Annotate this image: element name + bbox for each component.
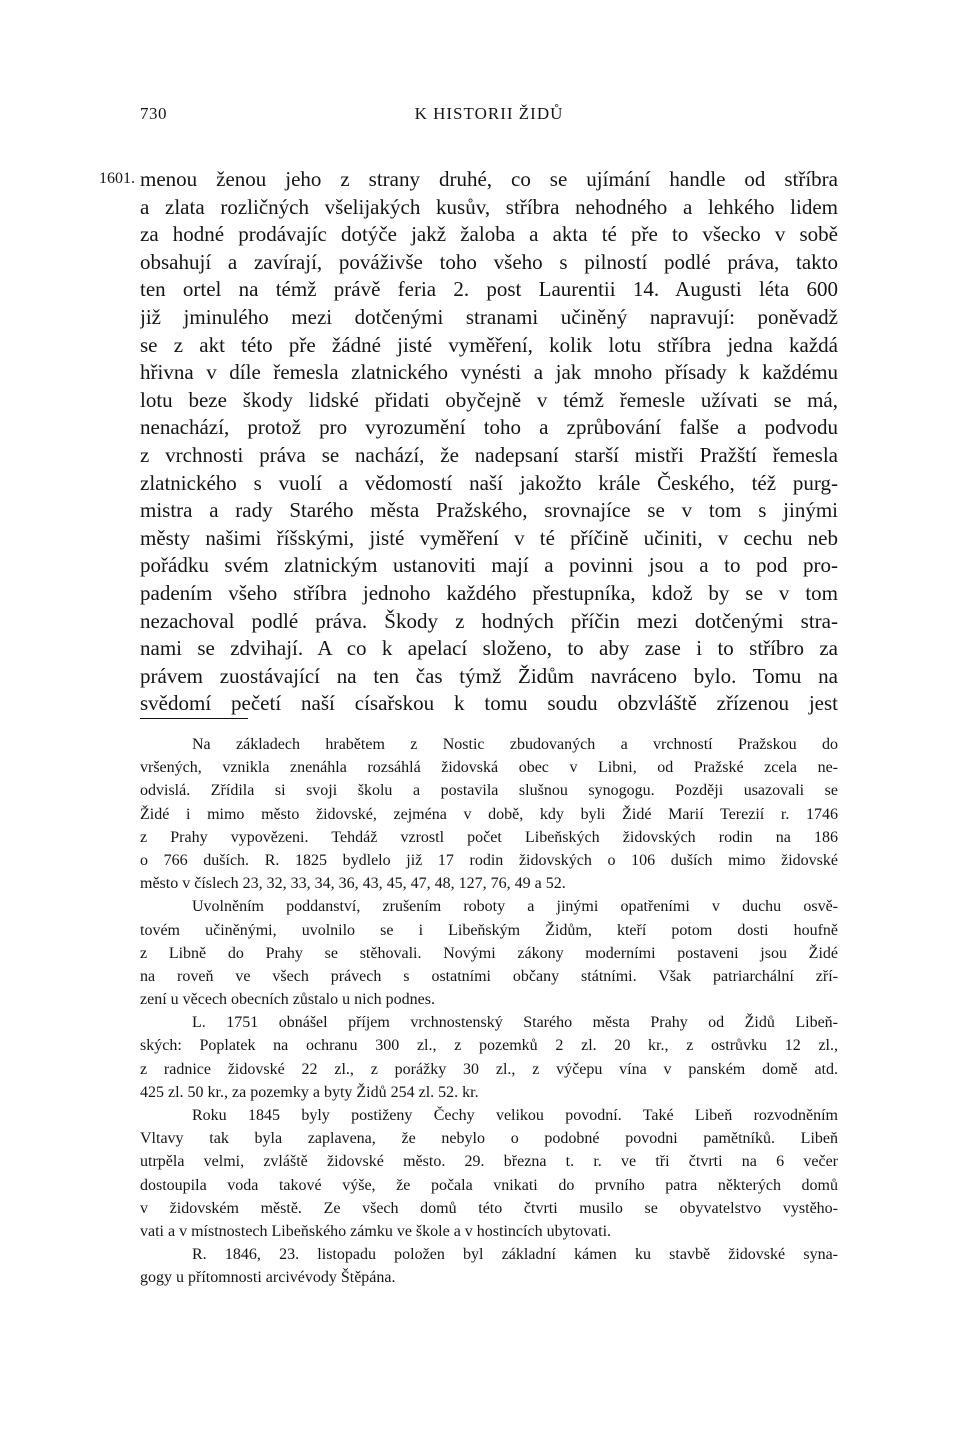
footnote-line: z Prahy vypovězeni. Tehdáž vzrostl počet Libeňských židovských rodin na 186 xyxy=(140,828,838,846)
body-line: již jminulého mezi dotčenými stranami učiněný napravují: poněvadž xyxy=(140,304,838,329)
footnote-line: L. 1751 obnášel příjem vrchnostenský Starého města Prahy od Židů Libeň- xyxy=(192,1014,838,1032)
footnote-line: město v číslech 23, 32, 33, 34, 36, 43, 45, 47, 48, 127, 76, 49 a 52. xyxy=(140,875,566,893)
body-line: lotu beze škody lidské přidati obyčejně v témž řemesle užívati se má, xyxy=(140,387,838,412)
body-line: zlatnického s vuolí a vědomostí naší jakožto krále Českého, též purg- xyxy=(140,470,838,495)
footnote-line: na roveň ve všech právech s ostatními občany státními. Však patriarchální zří- xyxy=(140,967,838,985)
footnote-line: Na základech hrabětem z Nostic zbudovaných a vrchností Pražskou do xyxy=(192,736,838,753)
body-line: obsahují a zavírají, pováživše toho všeho s pilností podlé práva, takto xyxy=(140,249,838,274)
footnote-line: tovém učiněnými, uvolnilo se i Libeňským Židům, kteří potom dosti houfně xyxy=(140,921,838,939)
body-line: menou ženou jeho z strany druhé, co se ujímání handle od stříbra xyxy=(140,167,838,191)
footnote-line: ských: Poplatek na ochranu 300 zl., z pozemků 2 zl. 20 kr., z ostrůvku 12 zl., xyxy=(140,1037,838,1055)
footnote-line: utrpěla velmi, zvláště židovské město. 29. března t. r. ve tři čtvrti na 6 večer xyxy=(140,1153,838,1171)
footnote-line: Vltavy tak byla zaplavena, že nebylo o podobné povodni pamětníků. Libeň xyxy=(140,1130,838,1148)
body-line: hřivna v díle řemesla zlatnického vynésti a jak mnoho přísady k každému xyxy=(140,360,838,385)
main-text xyxy=(140,166,838,718)
footnote-line: o 766 duších. R. 1825 bydlelo již 17 rodin židovských o 106 duších mimo židovské xyxy=(140,851,838,869)
body-line: za hodné prodávajíc dotýče jakž žaloba a akta té pře to všecko v sobě xyxy=(140,222,838,247)
footnote-line: vršených, vznikla znenáhla rozsáhlá židovská obec v Libni, od Pražské zcela ne- xyxy=(140,759,838,777)
page-number: 730 xyxy=(140,104,167,123)
body-line: z vrchnosti práva se nachází, že nadepsaní starší mistři Pražští řemesla xyxy=(140,442,838,467)
body-line: právem zuostávající na ten čas týmž Židům navráceno bylo. Tomu na xyxy=(140,663,838,688)
body-line: městy našimi říšskými, jisté vyměření v té příčině učiniti, v cechu neb xyxy=(140,525,838,550)
footnote-line: zení u věcech obecních zůstalo u nich podnes. xyxy=(140,991,435,1009)
body-line: nezachoval podlé práva. Škody z hodných příčin mezi dotčenými stra- xyxy=(140,608,838,633)
footnote-line: 425 zl. 50 kr., za pozemky a byty Židů 254 zl. 52. kr. xyxy=(140,1083,479,1101)
body-line: a zlata rozličných všelijakých kusův, stříbra nehodného a lehkého lidem xyxy=(140,194,838,219)
body-line: pořádku svém zlatnickým ustanoviti mají a povinni jsou a to pod pro- xyxy=(140,553,838,578)
footnote-line: vati a v místnostech Libeňského zámku ve škole a v hostincích ubytovati. xyxy=(140,1222,612,1240)
footnote-line: z radnice židovské 22 zl., z porážky 30 zl., z výčepu vína v panském domě atd. xyxy=(140,1060,838,1078)
body-line: svědomí pečetí naší císařskou k tomu soudu obzvláště zřízenou jest xyxy=(140,691,838,716)
footnote-line: dostoupila voda takové výše, že počala vnikati do prvního patra některých domů xyxy=(140,1176,838,1194)
margin-year: 1601. xyxy=(99,170,135,187)
footnote-line: Roku 1845 byly postiženy Čechy velikou povodní. Také Libeň rozvodněním xyxy=(192,1107,838,1124)
running-head xyxy=(140,104,838,128)
footnote-line: gogy u přítomnosti arcivévody Štěpána. xyxy=(140,1269,396,1287)
footnote-line: Uvolněním poddanství, zrušením roboty a jinými opatřeními v duchu osvě- xyxy=(192,898,838,916)
body-line: ten ortel na témž právě feria 2. post Laurentii 14. Augusti léta 600 xyxy=(140,277,838,302)
footnote-line: R. 1846, 23. listopadu položen byl základní kámen ku stavbě židovské syna- xyxy=(192,1246,838,1264)
footnote-divider xyxy=(140,718,248,719)
footnotes xyxy=(140,733,838,1290)
footnote-line: odvislá. Zřídila si svoji školu a postavila slušnou synogogu. Později usazovali se xyxy=(140,782,838,800)
body-line: padením všeho stříbra jednoho každého přestupníka, kdož by se v tom xyxy=(140,580,838,605)
body-line: nami se zdvihají. A co k apelací složeno, to aby zase i to stříbro za xyxy=(140,636,838,661)
body-line: se z akt této pře žádné jisté vyměření, kolik lotu stříbra jedna každá xyxy=(140,332,838,357)
running-title: K HISTORII ŽIDŮ xyxy=(414,104,564,123)
footnote-line: Židé i mimo město židovské, zejména v době, kdy byli Židé Marií Terezií r. 1746 xyxy=(140,805,838,823)
footnote-line: z Libně do Prahy se stěhovali. Novými zákony moderními postaveni jsou Židé xyxy=(140,944,838,962)
footnote-line: v židovském městě. Ze všech domů této čtvrti musilo se obyvatelstvo vystěho- xyxy=(140,1199,838,1217)
body-line: mistra a rady Starého města Pražského, srovnajíce se v tom s jinými xyxy=(140,498,838,523)
body-line: nenachází, protož pro vyrozumění toho a zprůbování falše a podvodu xyxy=(140,415,838,440)
